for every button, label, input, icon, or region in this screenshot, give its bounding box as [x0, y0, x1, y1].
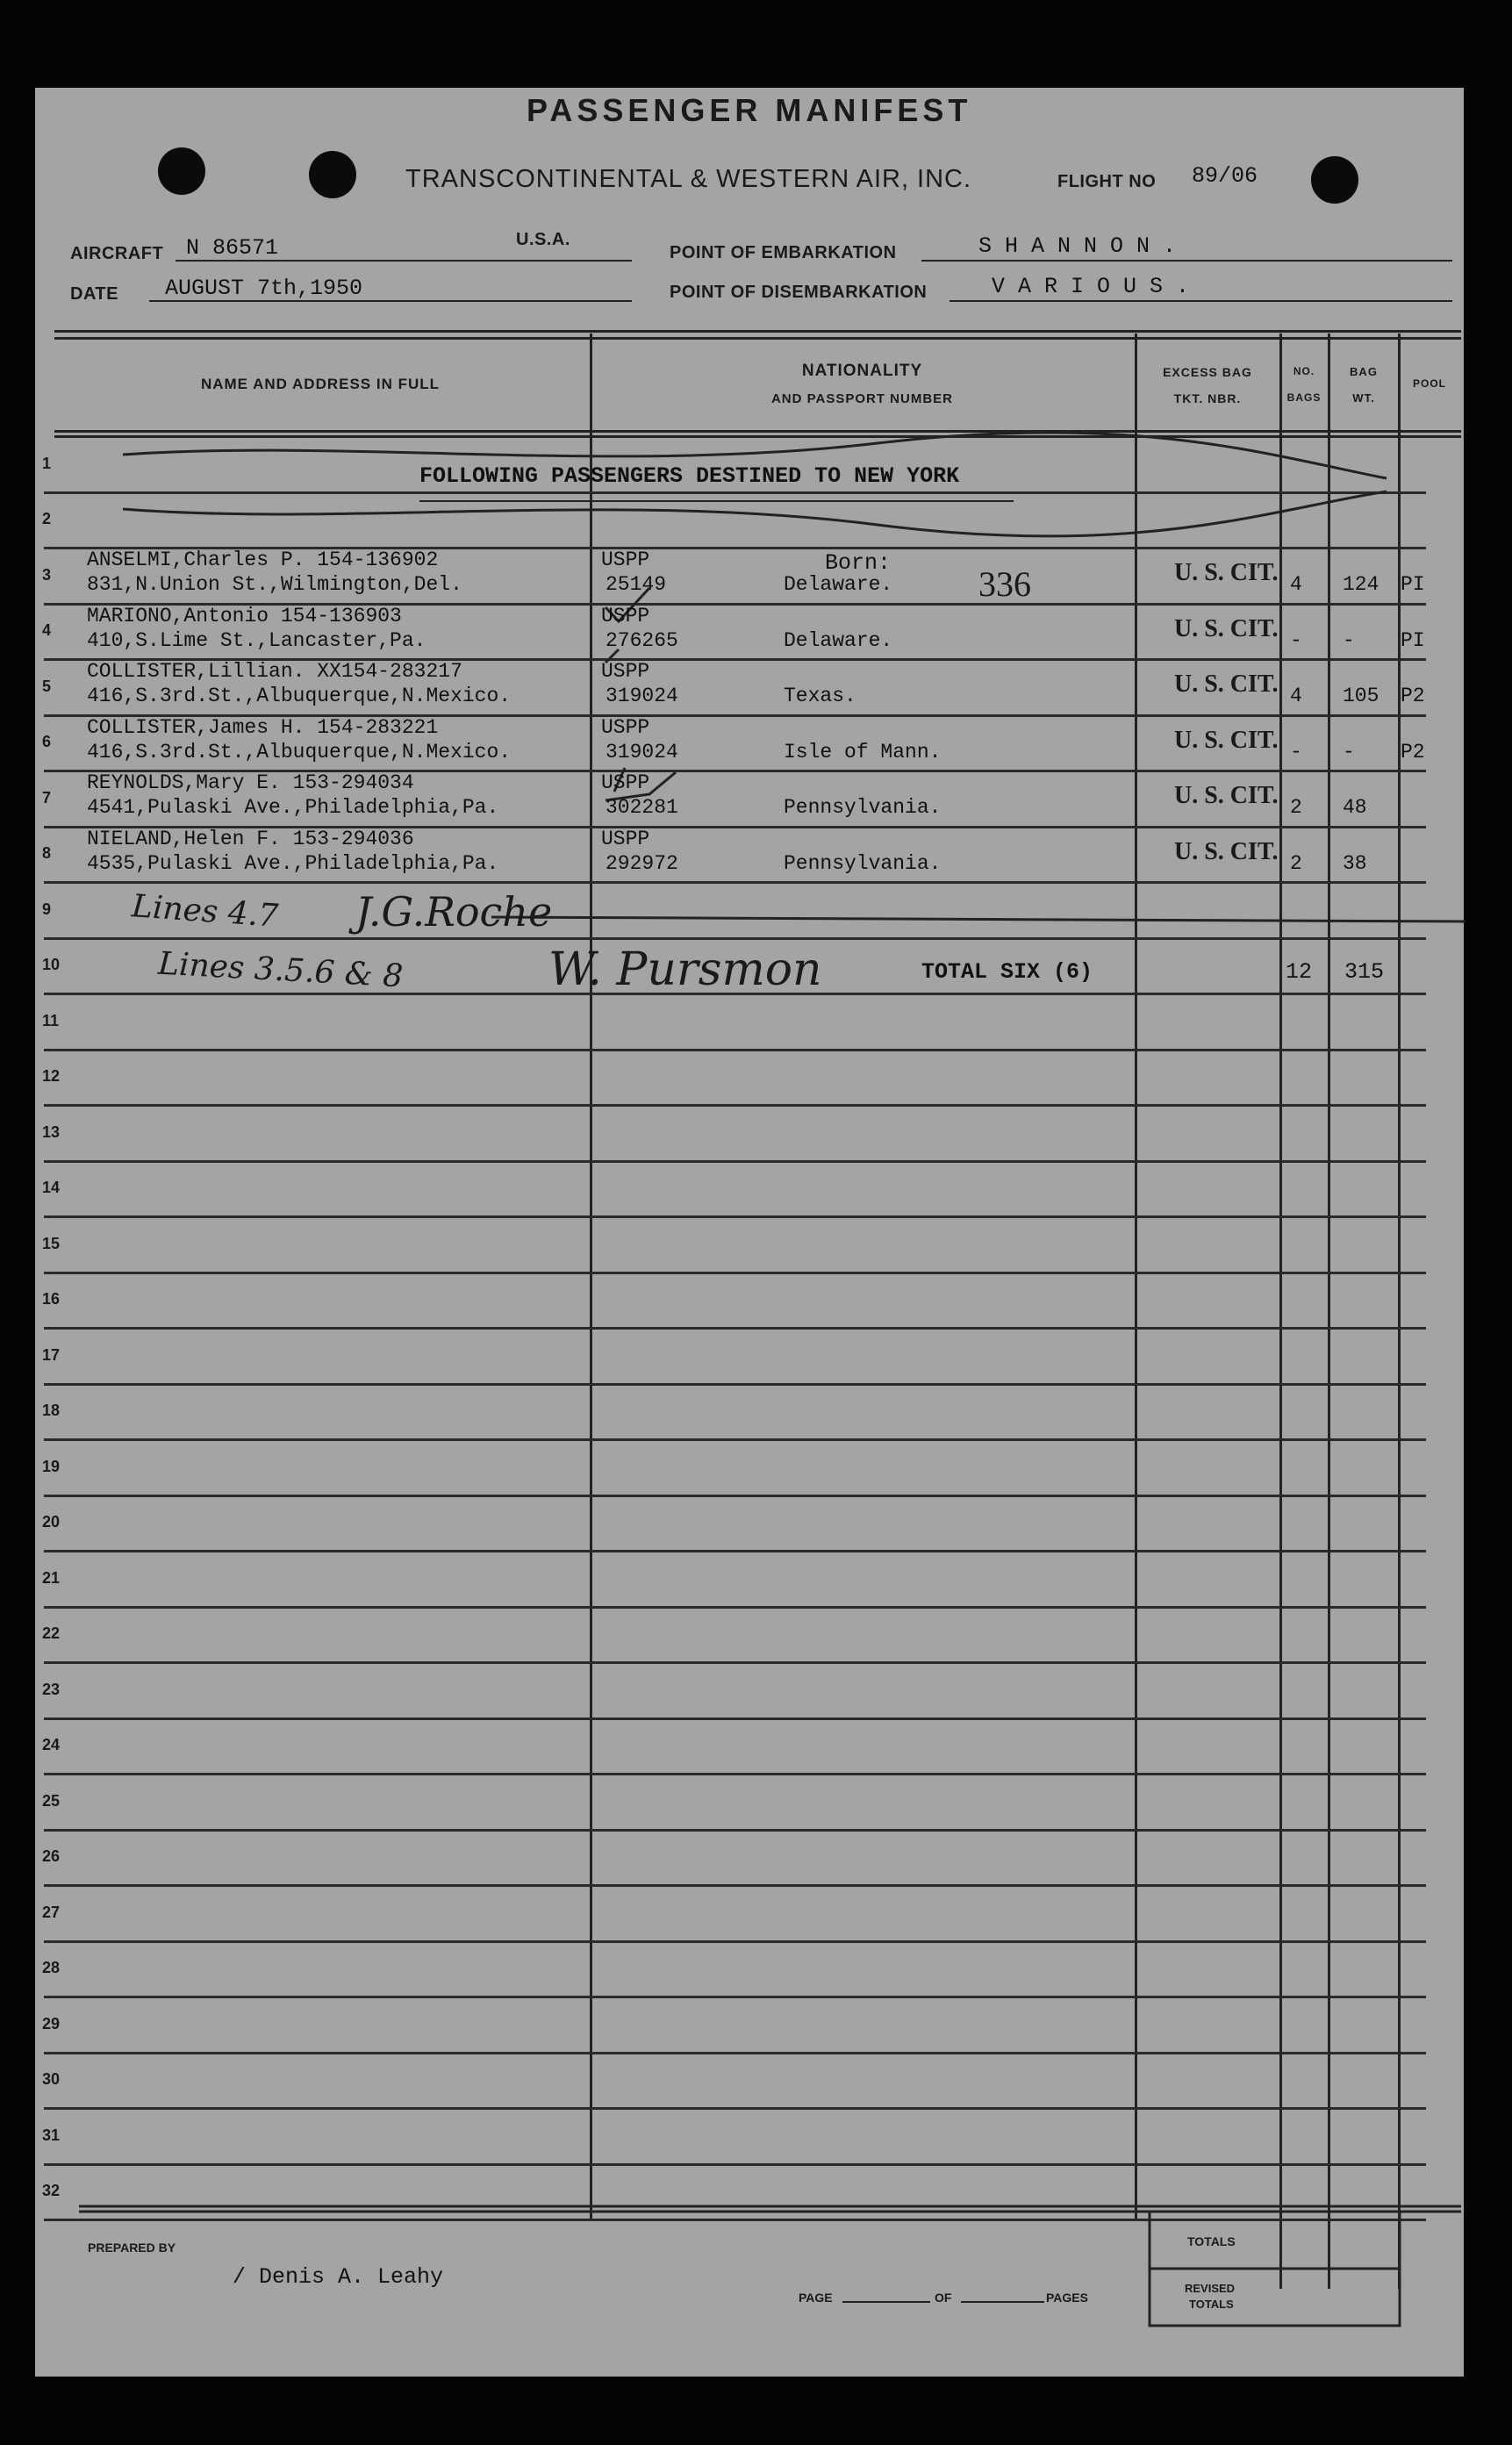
- citizenship-stamp: U. S. CIT.: [1174, 837, 1279, 865]
- bag-count: -: [1290, 628, 1302, 652]
- row-number: 20: [42, 1513, 61, 1531]
- citizenship-stamp: U. S. CIT.: [1174, 559, 1279, 586]
- bag-weight: -: [1343, 628, 1355, 652]
- bag-weight: 48: [1343, 796, 1367, 819]
- birth-place: Pennsylvania.: [784, 796, 942, 819]
- bag-count: -: [1290, 740, 1302, 764]
- birth-place: Isle of Mann.: [784, 740, 942, 764]
- passport-type: USPP: [601, 549, 650, 571]
- col-header-bag: BAG: [1350, 365, 1378, 378]
- col-header-nationality: NATIONALITY: [801, 362, 923, 380]
- flight-label: FLIGHT NO: [1057, 172, 1157, 191]
- citizenship-stamp: U. S. CIT.: [1174, 782, 1279, 809]
- row-number: 15: [42, 1234, 61, 1252]
- col-header-wt: WT.: [1352, 391, 1375, 405]
- handwritten-lines-4-7: Lines 4.7: [130, 888, 280, 935]
- passport-type: USPP: [601, 660, 650, 683]
- row-number: 12: [42, 1067, 61, 1085]
- col-header-excess-bag: EXCESS BAG: [1163, 365, 1252, 379]
- bracket-line-9: [491, 917, 1465, 921]
- passport-type: USPP: [601, 715, 650, 739]
- bag-count: 4: [1290, 573, 1302, 596]
- of-label: OF: [935, 2291, 952, 2305]
- row-number: 30: [42, 2070, 61, 2088]
- row-number: 24: [42, 1736, 61, 1753]
- col-header-name: NAME AND ADDRESS IN FULL: [200, 376, 441, 392]
- birth-place: Texas.: [784, 685, 856, 707]
- bag-weight: 124: [1343, 573, 1379, 596]
- passenger-address-line: 416,S.3rd.St.,Albuquerque,N.Mexico.: [87, 685, 512, 707]
- prepared-by-value: / Denis A. Leahy: [233, 2264, 444, 2290]
- row-number: 22: [42, 1624, 61, 1642]
- row-number: 7: [42, 788, 52, 807]
- pool-code: PI: [1401, 628, 1425, 652]
- row-number: 1: [42, 454, 52, 472]
- col-header-bags: BAGS: [1286, 391, 1322, 404]
- row-number: 3: [42, 565, 52, 584]
- row-number: 29: [42, 2014, 61, 2033]
- totals-label: TOTALS: [1187, 2234, 1236, 2248]
- pool-code: PI: [1401, 573, 1425, 596]
- passport-number: 276265: [606, 628, 678, 652]
- row-number: 28: [42, 1959, 61, 1976]
- pool-code: P2: [1401, 685, 1425, 707]
- pages-label: PAGES: [1046, 2291, 1088, 2305]
- row-number: 21: [42, 1568, 61, 1587]
- bag-count: 2: [1290, 796, 1302, 819]
- revised-label: REVISED: [1185, 2282, 1236, 2295]
- row-number: 25: [42, 1791, 61, 1810]
- passenger-name-line: NIELAND,Helen F. 153-294036: [87, 827, 414, 850]
- usa-label: U.S.A.: [516, 230, 570, 249]
- passport-number: 25149: [606, 573, 667, 596]
- row-number: 17: [42, 1345, 61, 1364]
- row-number: 16: [42, 1290, 61, 1308]
- bag-weight: -: [1343, 740, 1355, 764]
- embarkation-label: POINT OF EMBARKATION: [670, 243, 897, 262]
- birth-place: Delaware.: [784, 628, 893, 652]
- born-label: Born:: [825, 550, 892, 576]
- bag-count: 4: [1290, 685, 1302, 707]
- col-header-tkt-nbr: TKT. NBR.: [1173, 391, 1242, 405]
- wavy-line-2: [123, 491, 1387, 536]
- bag-weight: 38: [1343, 851, 1367, 875]
- passenger-address-line: 831,N.Union St.,Wilmington,Del.: [87, 573, 462, 596]
- passport-number: 319024: [606, 685, 678, 707]
- manifest-title: PASSENGER MANIFEST: [527, 92, 972, 128]
- row-number: 19: [42, 1457, 61, 1475]
- passenger-name-line: COLLISTER,Lillian. XX154-283217: [87, 660, 462, 683]
- embarkation-value: S H A N N O N .: [978, 233, 1177, 259]
- total-bags: 12: [1286, 959, 1313, 985]
- passenger-address-line: 410,S.Lime St.,Lancaster,Pa.: [87, 628, 426, 652]
- row-number: 27: [42, 1903, 61, 1921]
- page-label: PAGE: [799, 2291, 833, 2305]
- revised-totals-label: TOTALS: [1189, 2298, 1234, 2311]
- passenger-address-line: 4535,Pulaski Ave.,Philadelphia,Pa.: [87, 851, 499, 875]
- total-weight: 315: [1344, 959, 1385, 985]
- row-number: 31: [42, 2126, 61, 2144]
- bag-weight: 105: [1343, 685, 1379, 707]
- col-header-no: NO.: [1293, 365, 1315, 377]
- passport-type: USPP: [601, 604, 650, 627]
- passport-number: 292972: [606, 851, 678, 875]
- row-number: 11: [42, 1011, 60, 1029]
- passport-number: 302281: [606, 796, 678, 819]
- page-number-stamp: 336: [978, 564, 1031, 604]
- row-number: 23: [42, 1680, 61, 1698]
- passport-type: USPP: [601, 827, 650, 850]
- row-number: 13: [42, 1122, 61, 1141]
- carrier-name: TRANSCONTINENTAL & WESTERN AIR, INC.: [405, 165, 972, 193]
- date-value: AUGUST 7th,1950: [165, 276, 363, 301]
- disembarkation-value: V A R I O U S .: [992, 274, 1190, 299]
- disembarkation-label: POINT OF DISEMBARKATION: [670, 283, 928, 302]
- row-number: 5: [42, 677, 52, 695]
- pool-code: P2: [1401, 740, 1425, 764]
- row-number: 6: [42, 733, 52, 750]
- flight-number: 89/06: [1192, 163, 1258, 189]
- col-header-passport: AND PASSPORT NUMBER: [770, 391, 954, 406]
- row-number: 9: [42, 900, 52, 918]
- passenger-address-line: 4541,Pulaski Ave.,Philadelphia,Pa.: [87, 796, 499, 819]
- passport-type: USPP: [601, 771, 650, 794]
- date-label: DATE: [70, 284, 118, 304]
- of-line: [961, 2301, 1044, 2303]
- bag-count: 2: [1290, 851, 1302, 875]
- passenger-address-line: 416,S.3rd.St.,Albuquerque,N.Mexico.: [87, 740, 512, 764]
- passenger-name-line: REYNOLDS,Mary E. 153-294034: [87, 771, 414, 794]
- handwritten-lines-3-5-6-8: Lines 3.5.6 & 8: [157, 945, 405, 995]
- citizenship-stamp: U. S. CIT.: [1174, 670, 1279, 698]
- handwritten-signature: W. Pursmon: [548, 943, 822, 996]
- handwritten-initials: J.G.Roche: [355, 888, 553, 936]
- row-number: 10: [42, 956, 61, 973]
- row-number: 4: [42, 621, 52, 639]
- citizenship-stamp: U. S. CIT.: [1174, 614, 1279, 642]
- aircraft-value: N 86571: [186, 235, 279, 261]
- prepared-by-label: PREPARED BY: [88, 2241, 176, 2255]
- page-line: [842, 2301, 930, 2303]
- citizenship-stamp: U. S. CIT.: [1174, 726, 1279, 754]
- row-number: 32: [42, 2182, 61, 2199]
- row-number: 14: [42, 1179, 61, 1196]
- row-number: 8: [42, 844, 52, 862]
- passport-number: 319024: [606, 740, 678, 764]
- passenger-name-line: MARIONO,Antonio 154-136903: [87, 604, 402, 627]
- row-number: 26: [42, 1847, 61, 1865]
- birth-place: Pennsylvania.: [784, 851, 942, 875]
- passenger-name-line: ANSELMI,Charles P. 154-136902: [87, 549, 439, 571]
- birth-place: Delaware.: [784, 573, 893, 596]
- total-label: TOTAL SIX (6): [921, 959, 1093, 985]
- passenger-name-line: COLLISTER,James H. 154-283221: [87, 715, 439, 739]
- destination-note: FOLLOWING PASSENGERS DESTINED TO NEW YORK: [419, 463, 960, 489]
- col-header-pool: POOL: [1412, 377, 1446, 390]
- row-number: 18: [42, 1402, 61, 1419]
- aircraft-label: AIRCRAFT: [70, 244, 164, 263]
- row-number: 2: [42, 510, 52, 527]
